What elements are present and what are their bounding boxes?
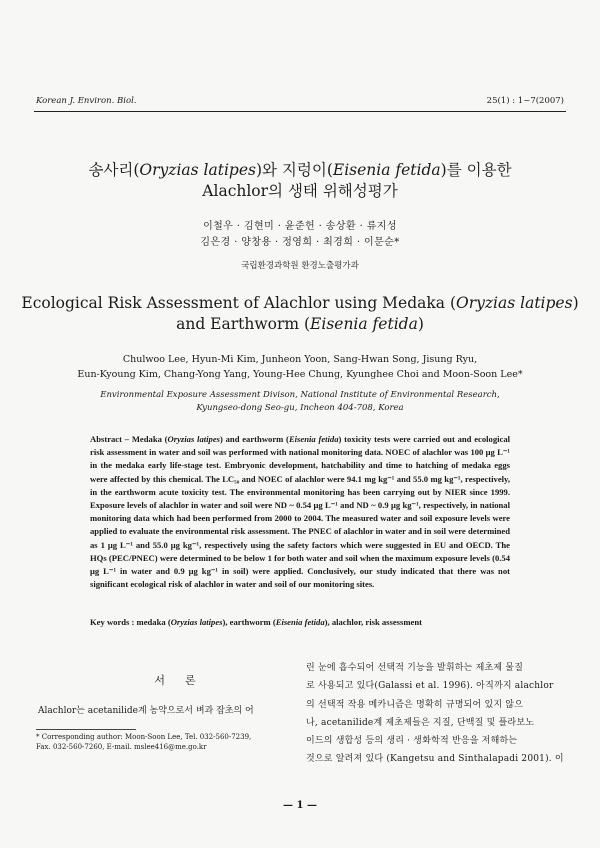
english-affiliation: Environmental Exposure Assessment Divison, National Institute of Environmental Research, Kyungseo-dong Seo-gu, Incheon 404-708, Korea — [100, 390, 500, 413]
english-title — [0, 293, 600, 335]
journal-name: Korean J. Environ. Biol. — [36, 96, 137, 106]
text-line: 의 선택적 작용 메카니즘은 명확히 규명되어 있지 않으 — [306, 699, 524, 710]
abstract: Abstract – Medaka (Oryzias latipes) and earthworm (Eisenia fetida) toxicity tests were carried out and ecological risk assessment in water and soil was performed with national monitoring data. NOEC of alachlor was 100 μg L⁻¹ in the medaka early life-stage test. Embryonic development, hatchability and time to hatching of medaka eggs were affected by this chemical. The LC₅₀ and NOEC of alachlor were 94.1 mg kg⁻¹ and 55.0 mg kg⁻¹, respectively, in the earthworm acute toxicity test. The environmental monitoring has been carrying out by NIER since 1999. Exposure levels of alachlor in water and soil were ND ~ 0.54 μg L⁻¹ and ND ~ 0.9 μg kg⁻¹, respectively, in national monitoring data which had been performed from 2000 to 2004. The measured water and soil exposure levels were applied to evaluate the environmental risk assessment. The PNEC of alachlor in water and in soil were determined as 1 μg L⁻¹ and 55.0 μg kg⁻¹, respectively using the safety factors which were suggested in EU and OECD. The HQs (PEC/PNEC) were determined to be below 1 for both water and soil when the maximum exposure levels (0.54 μg L⁻¹ in water and 0.9 μg kg⁻¹ in soil) were applied. Conclusively, our study indicated that there was not significant ecological risk of alachlor in water and soil of our monitoring sites. — [90, 434, 511, 590]
header-rule — [34, 111, 566, 112]
text-line: 로 사용되고 있다(Galassi et al. 1996). 아직까지 alachlor — [306, 681, 554, 692]
text-line: 린 눈에 흡수되어 선택적 기능을 발휘하는 제초제 물질 — [306, 663, 524, 673]
running-header — [36, 96, 564, 106]
korean-affiliation: 국립환경과학원 환경노출평가과 — [241, 261, 359, 271]
korean-title-line-1: 송사리(Oryzias latipes)와 지렁이(Eisenia fetida)를 이용한 — [88, 161, 512, 179]
english-authors: Chulwoo Lee, Hyun-Mi Kim, Junheon Yoon, Sang-Hwan Song, Jisung Ryu, Eun-Kyoung Kim, Chang-Yong Yang, Young-Hee Chung, Kyunghee Choi and Moon-Soon Lee* — [77, 354, 523, 380]
left-column-text: Alachlor는 acetanilide계 농약으로서 벼과 잡초의 어 — [38, 706, 254, 716]
english-title-line-1: Ecological Risk Assessment of Alachlor using Medaka (Oryzias latipes) — [21, 294, 579, 312]
right-column-text — [306, 659, 564, 769]
korean-authors: 이철우 · 김현미 · 윤준헌 · 송상환 · 류지성 김은경 · 양창용 · 정영희 · 최경희 · 이문순* — [200, 221, 400, 248]
text-line: 나, acetanilide계 제초제들은 지질, 단백질 및 플라보노 — [306, 717, 535, 728]
footnote-rule — [36, 729, 136, 730]
korean-title — [0, 160, 600, 202]
corresponding-author-footnote: * Corresponding author: Moon-Soon Lee, Tel. 032-560-7239, Fax. 032-560-7260, E-mail. mslee416@me.go.kr — [36, 733, 252, 751]
text-line: 이드의 생합성 등의 생리 · 생화학적 반응을 저해하는 — [306, 736, 518, 747]
section-title-introduction: 서론 — [154, 674, 216, 687]
keywords: Key words : medaka (Oryzias latipes), earthworm (Eisenia fetida), alachlor, risk assessment — [90, 617, 422, 627]
korean-title-line-2: Alachlor의 생태 위해성평가 — [202, 182, 398, 200]
english-title-line-2: and Earthworm (Eisenia fetida) — [176, 315, 424, 333]
page-number: — 1 — — [283, 800, 317, 811]
text-line: 것으로 알려져 있다 (Kangetsu and Sinthalapadi 2001). 이 — [306, 754, 564, 765]
volume-info: 25(1) : 1~7(2007) — [486, 96, 564, 106]
